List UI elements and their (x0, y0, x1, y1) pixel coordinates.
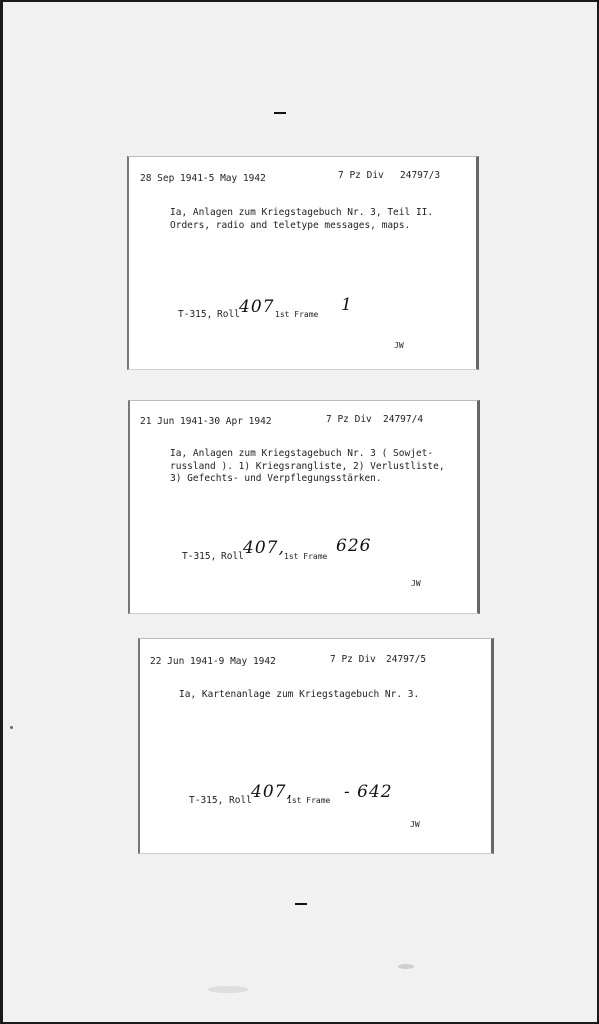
card-frame-label: 1st Frame (275, 310, 319, 319)
film-smudge (208, 986, 248, 993)
card-frame-label: 1st Frame (287, 796, 331, 805)
card-date-range: 21 Jun 1941-30 Apr 1942 (140, 416, 272, 427)
film-speck (10, 726, 13, 729)
card-unit: 7 Pz Div (326, 414, 372, 425)
card-item-number: 24797/4 (383, 414, 424, 425)
card-date-range: 22 Jun 1941-9 May 1942 (150, 656, 276, 667)
card-item-number: 24797/5 (386, 654, 427, 665)
card-frame-handwritten: 1 (341, 295, 353, 315)
card-series: T-315, (182, 551, 217, 562)
card-description: Ia, Anlagen zum Kriegstagebuch Nr. 3 ( Sowjet- russland ). 1) Kriegsrangliste, 2) Verlustliste, 3) Gefechts- und Verpflegungsstärken. (170, 448, 445, 484)
card-item-number: 24797/3 (400, 170, 441, 181)
card-series: T-315, (189, 795, 224, 806)
card-date-range: 28 Sep 1941-5 May 1942 (140, 173, 266, 184)
index-card-3 (138, 638, 494, 854)
card-frame-handwritten: 626 (336, 536, 372, 556)
film-smudge (398, 964, 414, 969)
card-roll-handwritten: 407 (239, 297, 275, 317)
card-series: T-315, (178, 309, 213, 320)
registration-mark-top (274, 112, 286, 114)
card-roll-handwritten: 407, (251, 782, 293, 802)
index-card-1 (127, 156, 479, 370)
index-card-2 (128, 400, 480, 614)
card-roll-label: Roll (217, 309, 240, 320)
registration-mark-bottom (295, 903, 307, 905)
card-description: Ia, Anlagen zum Kriegstagebuch Nr. 3, Teil II. Orders, radio and teletype messages, maps. (170, 207, 434, 231)
card-description: Ia, Kartenanlage zum Kriegstagebuch Nr. 3. (179, 689, 420, 700)
card-initials: JW (410, 820, 420, 829)
card-roll-handwritten: 407, (243, 538, 285, 558)
card-frame-handwritten: - 642 (344, 782, 393, 802)
card-initials: JW (394, 341, 404, 350)
card-initials: JW (411, 579, 421, 588)
card-roll-label: Roll (229, 795, 252, 806)
card-unit: 7 Pz Div (338, 170, 384, 181)
card-frame-label: 1st Frame (284, 552, 328, 561)
card-roll-label: Roll (221, 551, 244, 562)
card-unit: 7 Pz Div (330, 654, 376, 665)
